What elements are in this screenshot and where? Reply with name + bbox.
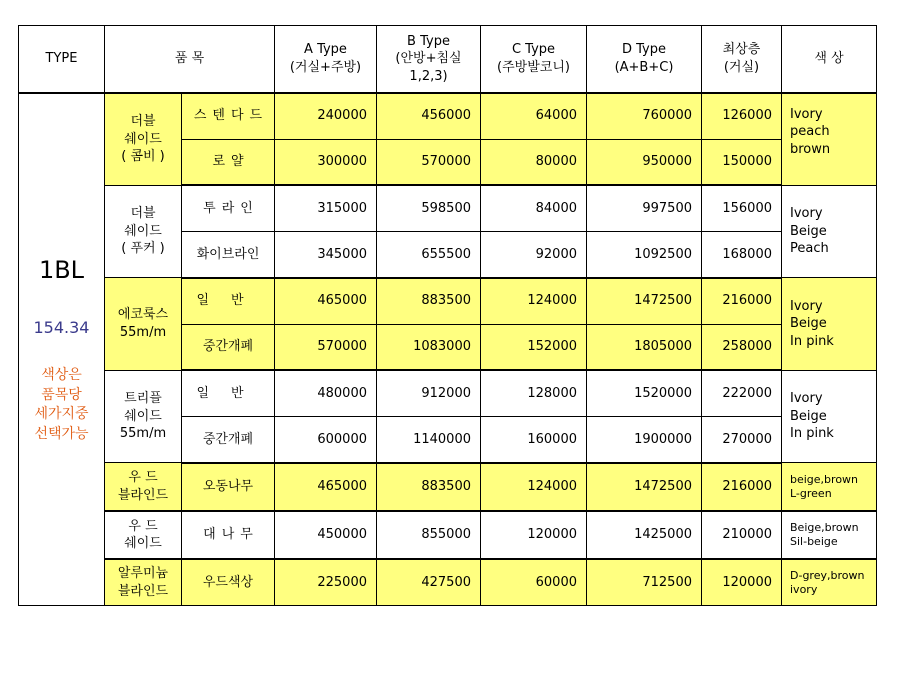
price-top-floor: 216000 bbox=[702, 463, 782, 511]
header-row bbox=[19, 26, 877, 93]
price-b: 1140000 bbox=[377, 416, 481, 462]
price-b: 883500 bbox=[377, 278, 481, 324]
price-b: 855000 bbox=[377, 511, 481, 559]
header-top-floor: 최상층 (거실) bbox=[702, 26, 782, 93]
price-a: 240000 bbox=[275, 93, 377, 139]
price-top-floor: 120000 bbox=[702, 559, 782, 605]
color-options: Ivory peach brown bbox=[782, 93, 877, 185]
header-c-type: C Type (주방발코니) bbox=[481, 26, 587, 93]
price-b: 456000 bbox=[377, 93, 481, 139]
table-row bbox=[19, 370, 877, 416]
price-d: 1472500 bbox=[587, 278, 702, 324]
table-row bbox=[19, 463, 877, 511]
price-c: 128000 bbox=[481, 370, 587, 416]
header-color: 색 상 bbox=[782, 26, 877, 93]
product-name: 우 드 쉐이드 bbox=[105, 511, 182, 559]
color-options: Ivory Beige In pink bbox=[782, 370, 877, 462]
type-name: 1BL bbox=[38, 256, 85, 285]
price-b: 1083000 bbox=[377, 324, 481, 370]
price-top-floor: 156000 bbox=[702, 185, 782, 231]
color-options: Beige,brown Sil-beige bbox=[782, 511, 877, 559]
product-name: 더블 쉐이드 ( 푸커 ) bbox=[105, 185, 182, 277]
price-a: 225000 bbox=[275, 559, 377, 605]
color-options: D-grey,brown ivory bbox=[782, 559, 877, 605]
price-a: 480000 bbox=[275, 370, 377, 416]
price-top-floor: 210000 bbox=[702, 511, 782, 559]
price-c: 160000 bbox=[481, 416, 587, 462]
product-name: 트리플 쉐이드 55m/m bbox=[105, 370, 182, 462]
price-top-floor: 258000 bbox=[702, 324, 782, 370]
price-d: 1092500 bbox=[587, 232, 702, 278]
table-row bbox=[19, 185, 877, 231]
price-d: 1425000 bbox=[587, 511, 702, 559]
option-name: 일반 bbox=[182, 370, 275, 416]
header-d-type: D Type (A+B+C) bbox=[587, 26, 702, 93]
price-b: 598500 bbox=[377, 185, 481, 231]
price-top-floor: 222000 bbox=[702, 370, 782, 416]
table-row bbox=[19, 93, 877, 139]
color-options: Ivory Beige In pink bbox=[782, 278, 877, 370]
table-row bbox=[19, 559, 877, 605]
price-top-floor: 216000 bbox=[702, 278, 782, 324]
table-row bbox=[19, 278, 877, 324]
price-d: 1900000 bbox=[587, 416, 702, 462]
price-d: 760000 bbox=[587, 93, 702, 139]
area-value: 154.34 bbox=[33, 317, 90, 337]
header-type: TYPE bbox=[19, 26, 105, 93]
price-c: 84000 bbox=[481, 185, 587, 231]
header-a-type: A Type (거실+주방) bbox=[275, 26, 377, 93]
option-name: 중간개폐 bbox=[182, 324, 275, 370]
price-d: 1520000 bbox=[587, 370, 702, 416]
price-c: 64000 bbox=[481, 93, 587, 139]
color-note: 색상은 품목당 세가지중 선택가능 bbox=[34, 367, 89, 442]
color-options: beige,brown L-green bbox=[782, 463, 877, 511]
price-a: 315000 bbox=[275, 185, 377, 231]
price-a: 300000 bbox=[275, 139, 377, 185]
option-name: 스텐다드 bbox=[182, 93, 275, 139]
price-c: 60000 bbox=[481, 559, 587, 605]
price-a: 465000 bbox=[275, 463, 377, 511]
price-d: 950000 bbox=[587, 139, 702, 185]
price-c: 124000 bbox=[481, 463, 587, 511]
price-c: 152000 bbox=[481, 324, 587, 370]
price-b: 883500 bbox=[377, 463, 481, 511]
option-name: 일반 bbox=[182, 278, 275, 324]
product-name: 에코룩스 55m/m bbox=[105, 278, 182, 370]
price-top-floor: 150000 bbox=[702, 139, 782, 185]
price-b: 427500 bbox=[377, 559, 481, 605]
color-options: Ivory Beige Peach bbox=[782, 185, 877, 277]
option-name: 화이브라인 bbox=[182, 232, 275, 278]
price-a: 450000 bbox=[275, 511, 377, 559]
product-name: 알루미늄 블라인드 bbox=[105, 559, 182, 605]
option-name: 투라인 bbox=[182, 185, 275, 231]
option-name: 우드색상 bbox=[182, 559, 275, 605]
type-side-cell bbox=[19, 93, 105, 606]
header-b-type: B Type (안방+침실 1,2,3) bbox=[377, 26, 481, 93]
price-d: 997500 bbox=[587, 185, 702, 231]
option-name: 로얄 bbox=[182, 139, 275, 185]
price-top-floor: 126000 bbox=[702, 93, 782, 139]
option-name: 오동나무 bbox=[182, 463, 275, 511]
price-a: 570000 bbox=[275, 324, 377, 370]
price-b: 912000 bbox=[377, 370, 481, 416]
option-name: 중간개폐 bbox=[182, 416, 275, 462]
price-a: 345000 bbox=[275, 232, 377, 278]
price-d: 1805000 bbox=[587, 324, 702, 370]
price-c: 120000 bbox=[481, 511, 587, 559]
price-a: 600000 bbox=[275, 416, 377, 462]
price-top-floor: 168000 bbox=[702, 232, 782, 278]
header-item: 품 목 bbox=[105, 26, 275, 93]
product-name: 더블 쉐이드 ( 콤비 ) bbox=[105, 93, 182, 185]
price-top-floor: 270000 bbox=[702, 416, 782, 462]
price-c: 92000 bbox=[481, 232, 587, 278]
table-row bbox=[19, 511, 877, 559]
price-c: 80000 bbox=[481, 139, 587, 185]
price-d: 712500 bbox=[587, 559, 702, 605]
price-b: 655500 bbox=[377, 232, 481, 278]
product-name: 우 드 블라인드 bbox=[105, 463, 182, 511]
price-d: 1472500 bbox=[587, 463, 702, 511]
option-name: 대나무 bbox=[182, 511, 275, 559]
price-c: 124000 bbox=[481, 278, 587, 324]
price-table bbox=[18, 25, 877, 606]
price-a: 465000 bbox=[275, 278, 377, 324]
price-b: 570000 bbox=[377, 139, 481, 185]
